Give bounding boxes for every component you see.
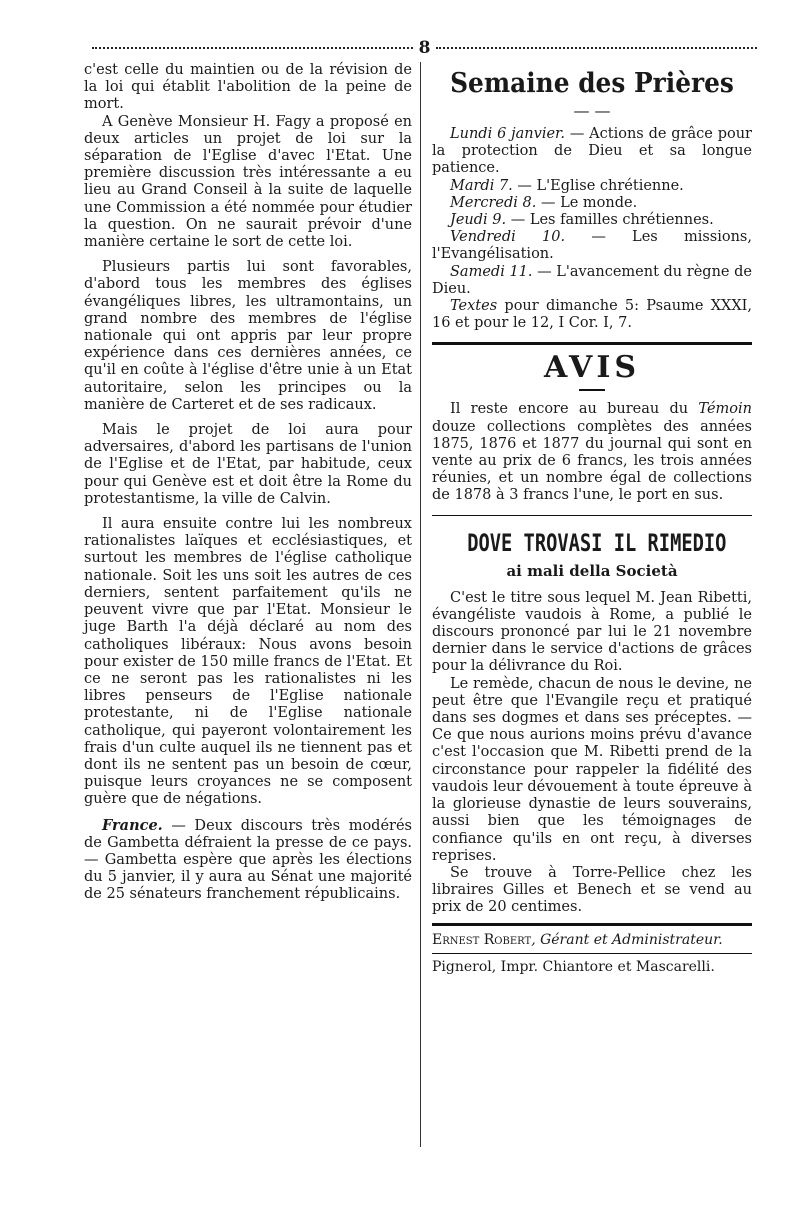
dove-paragraph-2: Le remède, chacun de nous le devine, ne peut être que l'Evangile reçu et pratiqué dans ses dogmes et dans ses préceptes. — Ce que nous aurions moins prévu d'avance c'est l'occasion que M. Ribetti prend de la circonstance pour rappeler la fidélité des vaudois leur dévouement à toute épreuve à la glorieuse dynastie de leurs souverains, aussi bien que les témoignages de confiance qu'ils en ont reçu, à diverses reprises. [432,675,752,864]
footer-rule [432,953,752,954]
dove-paragraph-1: C'est le titre sous lequel M. Jean Ribetti, évangéliste vaudois à Rome, a publié le discours prononcé par lui le 21 novembre dernier dans le service d'actions de grâces pour la délivrance du Roi. [432,589,752,675]
printer-line: Pignerol, Impr. Chiantore et Mascarelli. [432,958,715,975]
journal-name: Témoin [698,401,752,418]
prayer-day: Mercredi 8. [450,194,537,211]
dove-title: DOVE TROVASI IL RIMEDIO [467,528,727,557]
prayer-day: Samedi 11. [450,263,533,280]
header-ornament-left [92,47,413,49]
section-rule [432,515,752,516]
prayer-day: Vendredi 10. [450,229,566,246]
avis-paragraph [432,401,752,504]
prayer-text: — Le monde. [536,194,638,211]
editor-line [432,930,752,950]
prayer-text: — Actions de grâce pour la protection de Dieu et sa longue patience. [432,126,752,177]
prayer-item [432,264,752,298]
prayer-day: Lundi 6 janvier. [450,126,565,142]
france-label: France. [102,816,163,834]
paragraph-3: Plusieurs partis lui sont favorables, d'abord tous les membres des églises évangéliques libres, les ultramontains, un grand nombre des membres de l'église nationale qui ont appris par leur propre expérience dans ces dernières années, ce qu'il en coûte à l'église d'être unie à un Etat autoritaire, selon les principes ou la manière de Carteret et de ses radicaux. [84,259,412,413]
prayer-item [432,298,752,332]
prayer-item [432,195,752,212]
header-ornament-right [436,47,757,49]
france-text: — Deux discours très modérés de Gambetta défraient la presse de ce pays. — Gambetta espère que après les élections du 5 janvier, il y aura au Sénat une majorité de 25 sénateurs franchement républicains. [84,817,412,903]
page-header [92,38,757,58]
footer-rule [432,923,752,926]
prayer-item [432,178,752,195]
prayer-item [432,229,752,263]
france-paragraph [84,817,412,904]
avis-title: AVIS [543,350,641,386]
prayer-day: Textes [450,298,498,315]
prayer-text: — Les missions, l'Evangélisation. [432,229,752,263]
avis-text-end: douze collections complètes des années 1875, 1876 et 1877 du journal qui sont en vente au prix de 6 francs, les trois années réunies, et un nombre égal de collections de 1878 à 3 francs l'une, le port en sus. [432,418,752,504]
page-number: 8 [418,38,431,58]
title-separator: — — [573,101,611,120]
dove-paragraph-3: Se trouve à Torre-Pellice chez les libraires Gilles et Benech et se vend au prix de 20 centimes. [432,864,752,916]
prayer-day: Mardi 7. [450,177,513,194]
editor-name: Ernest Robert [432,931,532,948]
prayer-item [432,212,752,229]
prayer-text: — Les familles chrétiennes. [506,212,714,229]
left-column [84,62,412,904]
prayer-day: Jeudi 9. [450,212,507,229]
prayer-text: — L'Eglise chrétienne. [512,177,684,194]
dove-subtitle: ai mali della Società [506,561,678,580]
paragraph-4: Mais le projet de loi aura pour adversaires, d'abord les partisans de l'union de l'Eglise et de l'Etat, par habitude, ceux pour qui Genève est et doit être la Rome du protestantisme, la ville de Calvin. [84,422,412,507]
paragraph-5: Il aura ensuite contre lui les nombreux rationalistes laïques et ecclésiastiques, et surtout les membres de l'église catholique nationale. Soit les uns soit les autres de ces derniers, sentent parfaitement qu'ils ne peuvent vivre que par l'Etat. Monsieur le juge Barth l'a déjà déclaré au nom des catholiques libéraux: Nous avons besoin pour exister de 150 mille francs de l'Etat. Et ce ne seront pas les rationalistes ni les libres penseurs de l'Eglise nationale protestante, ni de l'Eglise nationale catholique, qui payeront volontairement les frais d'un culte auquel ils ne tiennent pas et dont ils ne sentent pas un besoin de cœur, puisque leurs croyances ne se composent guère que de négations. [84,516,412,808]
avis-text-start: Il reste encore au bureau du [450,401,699,418]
paragraph-1: c'est celle du maintien ou de la révision de la loi qui établit l'abolition de la peine de mort. [84,62,412,113]
section-rule [432,342,752,345]
paragraph-2: A Genève Monsieur H. Fagy a proposé en deux articles un projet de loi sur la séparation de l'Eglise d'avec l'Etat. Une première discussion très intéressante a eu lieu au Grand Conseil à la suite de laquelle une Commission a été nommée pour étudier la question. On ne saurait prévoir d'une manière certaine le sort de cette loi. [84,113,412,251]
avis-separator [579,389,605,391]
prayer-item [432,126,752,178]
editor-role: , Gérant et Administrateur. [531,931,723,948]
section-title-prayers: Semaine des Prières [450,68,734,99]
prayer-text: — L'avancement du règne de Dieu. [432,263,752,297]
column-divider [420,62,421,1147]
prayer-text: pour dimanche 5: Psaume XXXI, 16 et pour le 12, I Cor. I, 7. [432,298,752,332]
right-column [432,62,752,977]
